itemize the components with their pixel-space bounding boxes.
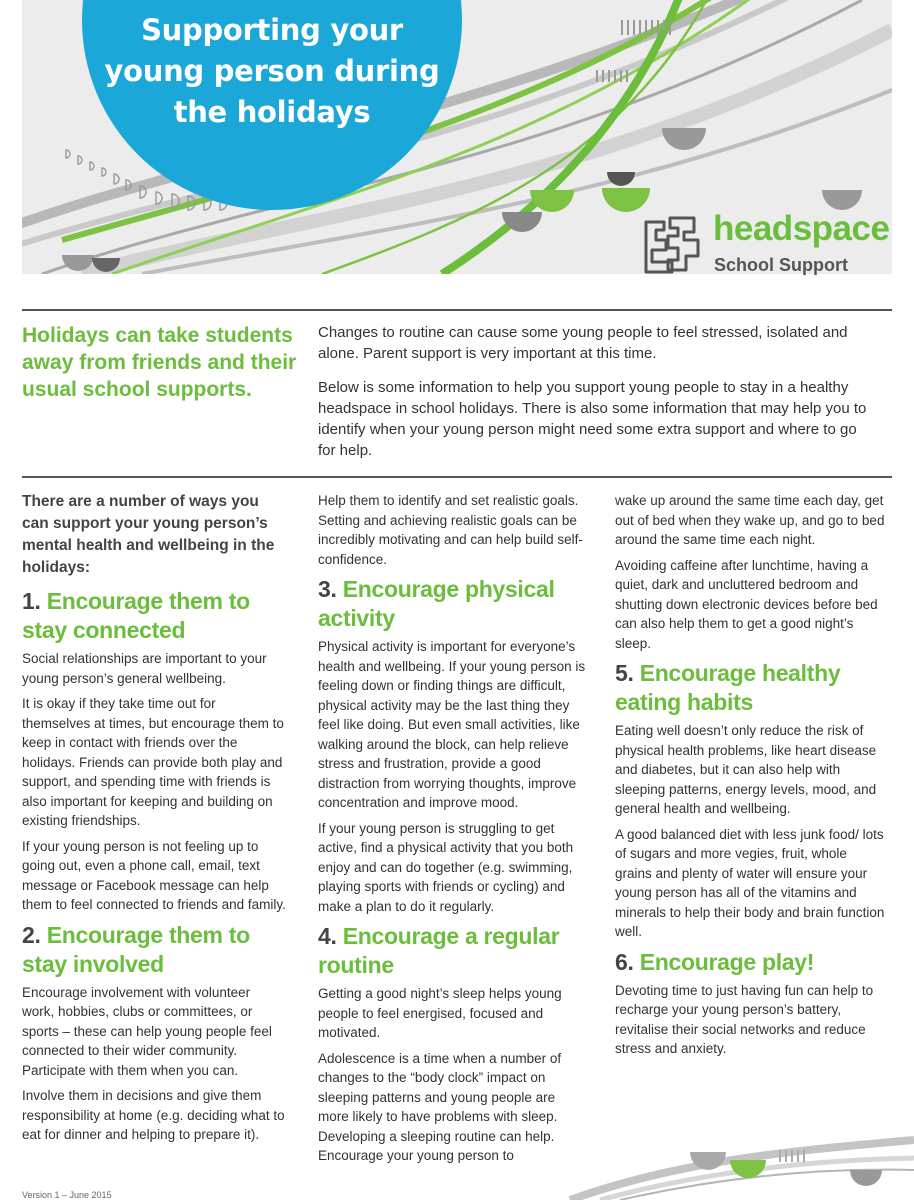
paragraph: If your young person is not feeling up to going out, even a phone call, email, text message or Facebook message can help them to feel connected to friends and family. — [22, 838, 286, 912]
logo-name: headspace — [713, 209, 890, 248]
logo-subtitle: School Support — [714, 255, 848, 275]
paragraph: A good balanced diet with less junk food/ lots of sugars and more vegies, fruit, whole grains and plenty of water will ensure your young person has all of the vitamins and minerals to help their body and brain function well. — [615, 826, 885, 939]
column-3 — [615, 491, 885, 1065]
title-line: the holidays — [173, 95, 371, 129]
paragraph: Help them to identify and set realistic goals. Setting and achieving realistic goals can be incredibly motivating and can help build self-confidence. — [318, 493, 583, 567]
section-number: 5. — [615, 660, 634, 686]
intro-body — [318, 322, 878, 474]
section-heading-2 — [22, 921, 286, 979]
paragraph: Getting a good night’s sleep helps young people to feel energised, focused and motivated. — [318, 986, 562, 1040]
paragraph: Encourage involvement with volunteer work, hobbies, clubs or committees, or sports – these can help young people feel connected to their wider community. Participate with them when you can. — [22, 984, 272, 1078]
column-2 — [318, 491, 588, 1172]
intro-paragraph: Changes to routine can cause some young people to feel stressed, isolated and alone. Parent support is very important at this time. — [318, 324, 848, 362]
section-title: Encourage healthy eating habits — [615, 660, 841, 715]
section-number: 1. — [22, 588, 41, 614]
paragraph: If your young person is struggling to get active, find a physical activity that you both enjoy and can do together (e.g. swimming, playing sports with friends or cycling) and make a plan to do it regularly. — [318, 820, 574, 914]
paragraph: It is okay if they take time out for themselves at times, but encourage them to keep in contact with friends over the holidays. Friends can provide both play and support, and spending time with friends is also important for keeping and building on existing friendships. — [22, 696, 284, 828]
column-1 — [22, 491, 286, 1151]
section-heading-4 — [318, 922, 588, 980]
paragraph: Physical activity is important for everyone’s health and wellbeing. If your young person is feeling down or finding things are difficult, physical activity may be the last thing they feel like doing. But even small activities, like walking around the block, can help relieve stress and frustration, provide a good distraction from worrying thoughts, improve concentration and improve mood. — [318, 639, 586, 810]
paragraph: wake up around the same time each day, get out of bed when they wake up, and go to bed around the same time each night. — [615, 493, 885, 547]
intro-lead: Holidays can take students away from friends and their usual school supports. — [22, 324, 297, 401]
title-line: young person during — [104, 54, 440, 88]
section-number: 4. — [318, 923, 337, 949]
section-title: Encourage them to stay connected — [22, 588, 250, 643]
page-title — [82, 10, 462, 133]
paragraph: Eating well doesn’t only reduce the risk of physical health problems, like heart disease and diabetes, but it can also help with sleeping patterns, energy levels, mood, and general health and wellbeing. — [615, 723, 877, 816]
title-line: Supporting your — [141, 13, 403, 47]
paragraph: Social relationships are important to your young person’s general wellbeing. — [22, 651, 267, 686]
section-title: Encourage physical activity — [318, 576, 555, 631]
paragraph: Involve them in decisions and give them responsibility at home (e.g. deciding what to eat for dinner and helping to prepare it). — [22, 1088, 285, 1142]
section-title: Encourage play! — [639, 948, 815, 975]
version-text: Version 1 – June 2015 — [22, 1190, 112, 1200]
paragraph: Avoiding caffeine after lunchtime, having a quiet, dark and uncluttered bedroom and shutting down electronic devices before bed can also help them to get a good night’s sleep. — [615, 557, 878, 651]
footer-artwork — [560, 1130, 914, 1200]
headspace-logo-icon — [640, 212, 706, 278]
section-number: 6. — [615, 948, 634, 975]
section-number: 2. — [22, 921, 41, 948]
divider — [22, 476, 892, 478]
section-heading-6 — [615, 948, 885, 977]
section-heading-1 — [22, 587, 286, 645]
column-lead: There are a number of ways you can support your young person’s mental health and wellbeing in the holidays: — [22, 493, 275, 576]
section-number: 3. — [318, 576, 337, 602]
section-heading-3 — [318, 575, 588, 633]
section-heading-5 — [615, 659, 885, 717]
section-title: Encourage a regular routine — [318, 923, 560, 978]
paragraph: Devoting time to just having fun can help to recharge your young person’s battery, revitalise their social networks and reduce stress and anxiety. — [615, 982, 874, 1056]
section-title: Encourage them to stay involved — [22, 921, 250, 977]
paragraph: Adolescence is a time when a number of changes to the “body clock” impact on sleeping patterns and young people are more likely to have problems with sleep. Developing a sleeping routine can help. Encourage your young person to — [318, 1050, 562, 1163]
divider — [22, 309, 892, 311]
intro-paragraph: Below is some information to help you support young people to stay in a healthy headspace in school holidays. There is also some information that may help you to identify when your young person might need some extra support and where to go for help. — [318, 379, 867, 459]
